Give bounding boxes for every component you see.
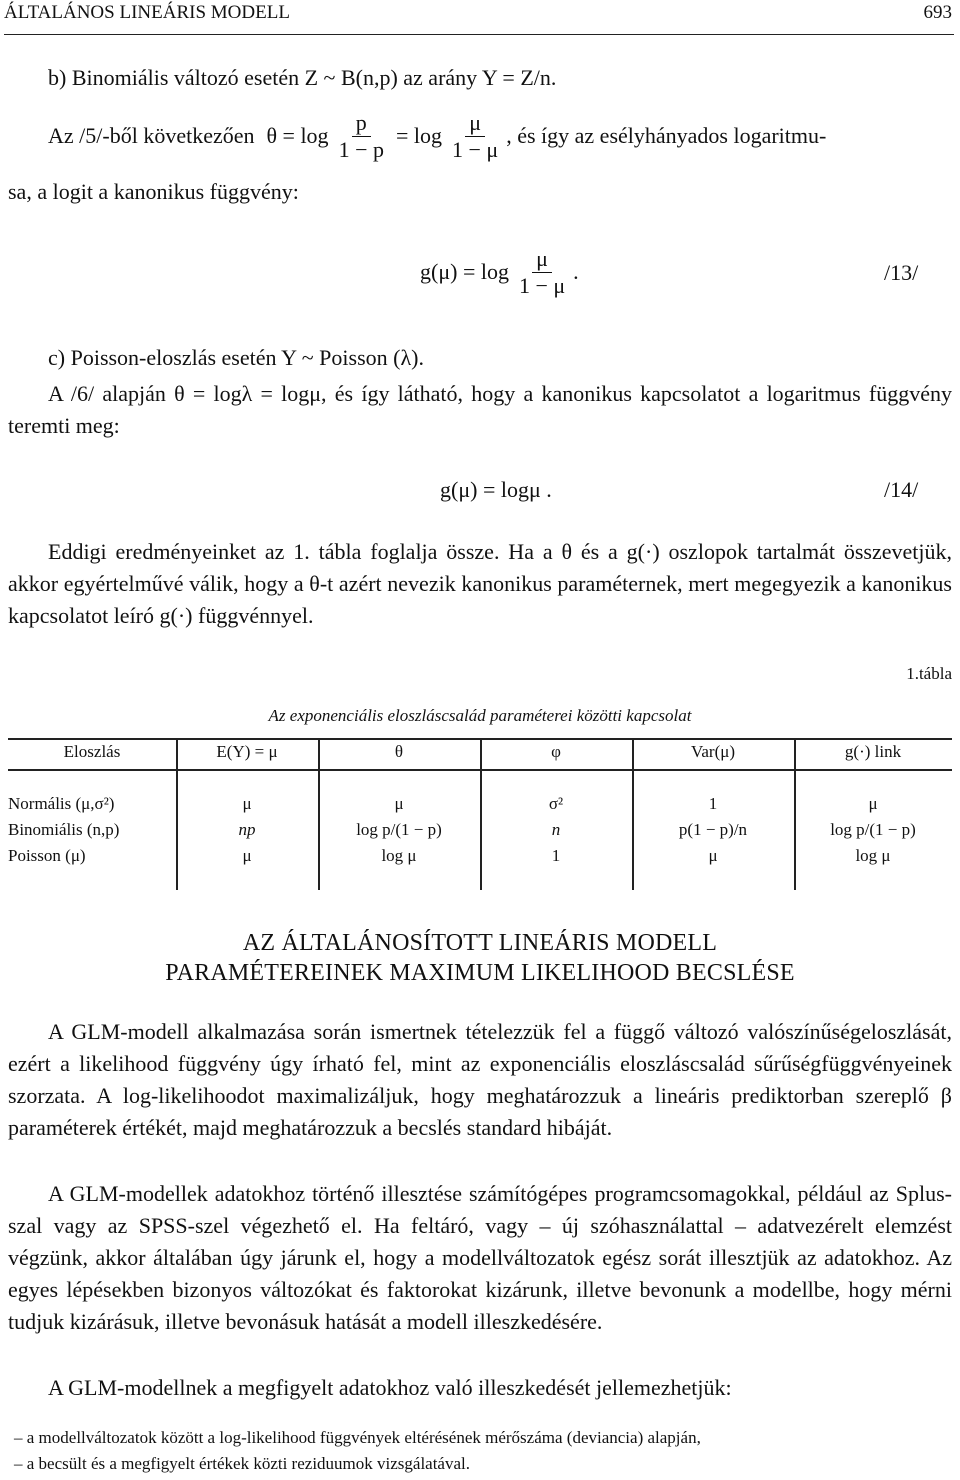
formula-14: g(μ) = logμ . (440, 477, 552, 502)
page-number: 693 (923, 2, 952, 23)
section-c-paragraph: A /6/ alapján θ = logλ = logμ, és így látható, hogy a kanonikus kapcsolatot a logaritmus függvény teremti meg: (8, 381, 952, 438)
table-row-label: Normális (μ,σ²) (8, 794, 115, 813)
table-column-divider (318, 738, 320, 890)
body-paragraph: A GLM-modellnek a megfigyelt adatokhoz való illeszkedését jellemezhetjük: (48, 1375, 732, 1400)
table-column-divider (794, 738, 796, 890)
theta-equation-start: θ = log (266, 123, 329, 148)
table-header-cell: Var(μ) (690, 742, 736, 761)
table-header-cell: E(Y) = μ (216, 742, 278, 761)
fraction-mu-over-1-minus-mu (448, 110, 502, 163)
formula-13-dot: . (573, 259, 579, 284)
fraction-denominator: 1 − μ (518, 272, 566, 298)
table-cell: μ (394, 794, 404, 813)
table-header-cell: g(·) link (844, 742, 902, 761)
formula-13 (420, 236, 579, 308)
section-c-heading: c) Poisson-eloszlás esetén Y ~ Poisson (λ). (48, 345, 424, 370)
fraction-numerator: μ (532, 246, 552, 273)
table-header-cell: Eloszlás (63, 742, 121, 761)
table-header-cell: φ (551, 742, 561, 761)
table-cell: μ (242, 794, 252, 813)
formula-13-number: /13/ (884, 260, 919, 285)
list-item: – a becsült és a megfigyelt értékek közti reziduumok vizsgálatával. (14, 1454, 470, 1473)
table-caption: Az exponenciális eloszláscsalád paraméterei közötti kapcsolat (268, 706, 692, 725)
table-column-divider (176, 738, 178, 890)
table-cell: 1 (708, 794, 718, 813)
fraction-p-over-1-minus-p (335, 110, 388, 163)
table-cell: log μ (381, 846, 417, 865)
table-row-label: Poisson (μ) (8, 846, 86, 865)
fraction-numerator: μ (465, 110, 485, 137)
section-title-line2: PARAMÉTEREINEK MAXIMUM LIKELIHOOD BECSLÉSE (165, 960, 795, 986)
formula-13-fraction (515, 246, 569, 299)
table-cell: μ (242, 846, 252, 865)
running-header-title: ÁLTALÁNOS LINEÁRIS MODELL (4, 2, 290, 23)
table-cell: p(1 − p)/n (678, 820, 748, 839)
table-header-cell: θ (394, 742, 404, 761)
summary-paragraph: Eddigi eredményeinket az 1. tábla foglalja össze. Ha a θ és a g(·) oszlopok tartalmát összevetjük, akkor egyértelművé válik, hogy a θ-t azért nevezik kanonikus paraméternek, mert megegyezik a kanonikus kapcsolatot leíró g(·) függvénnyel. (8, 539, 952, 628)
section-b-line2: sa, a logit a kanonikus függvény: (8, 179, 299, 204)
section-b-line1-post: , és így az esélyhányados logaritmu- (506, 123, 827, 148)
table-header-rule (8, 769, 952, 771)
equation-equals-log: = log (395, 123, 443, 148)
table-cell: log p/(1 − p) (356, 820, 442, 839)
body-paragraph: A GLM-modell alkalmazása során ismertnek tételezzük fel a függő változó valószínűségeloszlását, ezért a likelihood függvény úgy írható fel, mint az exponenciális eloszláscsalád sűrűségfüggvényeinek szorzata. A log-likelihoodot maximalizáljuk, hogy meghatározzuk a lineáris prediktorban szereplő β paraméterek értékét, majd meghatározzuk a becslés standard hibáját. (8, 1019, 952, 1140)
table-row-label: Binomiális (n,p) (8, 820, 120, 839)
formula-14-number: /14/ (884, 477, 919, 502)
table-cell: log p/(1 − p) (830, 820, 916, 839)
table-cell: σ² (548, 794, 564, 813)
table-label: 1.tábla (906, 664, 952, 683)
fraction-numerator: p (352, 110, 371, 137)
section-b-heading: b) Binomiális változó esetén Z ~ B(n,p) az arány Y = Z/n. (48, 65, 557, 90)
section-title-line1: AZ ÁLTALÁNOSÍTOTT LINEÁRIS MODELL (242, 930, 718, 956)
section-b-equation-line (48, 100, 948, 172)
table-top-rule (8, 738, 952, 740)
table-cell: μ (868, 794, 878, 813)
table-cell: 1 (551, 846, 561, 865)
table-column-divider (480, 738, 482, 890)
body-paragraph: A GLM-modellek adatokhoz történő illesztése számítógépes programcsomagokkal, például az Splus-szal vagy az SPSS-szel végezhető el. Ha feltáró, vagy – új szóhasználattal – adatvezérelt elemzést végzünk, akkor általában úgy járunk el, hogy a modellváltozatok egész sorát illesztjük az adatokhoz. Az egyes lépésekben bizonyos változókat és faktorokat kizárunk, illetve bevonunk a modellbe, hogy mérni tudjuk kizárásuk, illetve bevonásuk hatását a modell illeszkedésére. (8, 1181, 952, 1334)
fraction-denominator: 1 − μ (452, 136, 499, 162)
formula-13-lhs: g(μ) = log (420, 259, 509, 284)
section-b-line1-pre: Az /5/-ből következően (48, 123, 255, 148)
table-cell: np (238, 820, 256, 839)
table-cell: n (551, 820, 561, 839)
table-column-divider (632, 738, 634, 890)
table-cell: μ (708, 846, 718, 865)
header-rule (4, 34, 954, 35)
list-item: – a modellváltozatok között a log-likelihood függvények eltérésének mérőszáma (deviancia) alapján, (14, 1428, 701, 1447)
table-cell: log μ (855, 846, 891, 865)
fraction-denominator: 1 − p (338, 136, 384, 162)
